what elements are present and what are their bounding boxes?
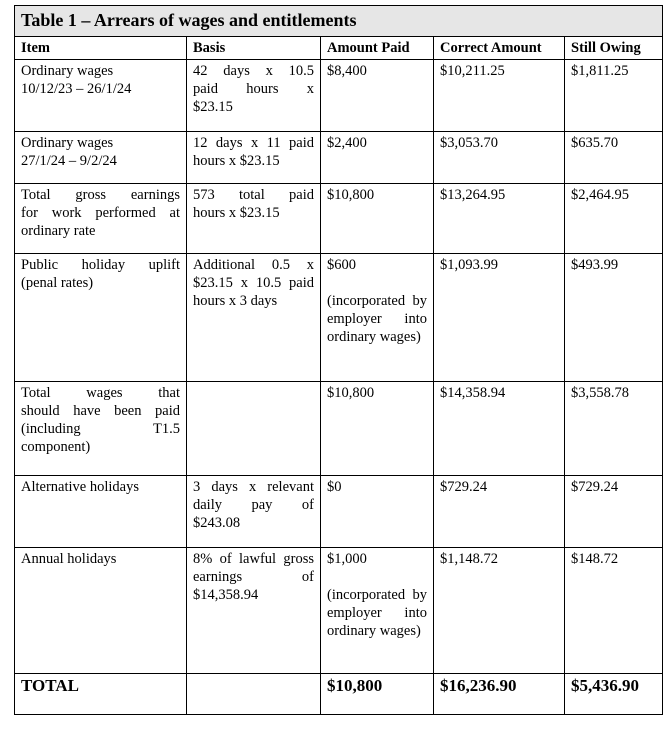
still-owing-cell: $729.24	[565, 476, 663, 548]
still-owing-cell: $3,558.78	[565, 382, 663, 476]
correct-amount-cell: $729.24	[434, 476, 565, 548]
cell-line: Additional 0.5 x	[193, 257, 314, 273]
still-owing-cell: $1,811.25	[565, 60, 663, 132]
amount-paid-cell	[321, 254, 434, 382]
still-owing-cell: $148.72	[565, 548, 663, 674]
basis-cell	[187, 60, 321, 132]
cell-line: (including T1.5	[21, 421, 180, 437]
correct-amount-cell: $1,093.99	[434, 254, 565, 382]
total-label: TOTAL	[15, 674, 187, 715]
amount-paid-value: $2,400	[327, 135, 367, 151]
amount-paid-value: $8,400	[327, 63, 367, 79]
table-row	[15, 60, 663, 132]
amount-paid-value: $10,800	[327, 385, 375, 401]
cell-line: $14,358.94	[193, 587, 259, 603]
amount-paid-value: $10,800	[327, 187, 375, 203]
cell-line: 42 days x 10.5	[193, 63, 314, 79]
cell-line: 10/12/23 – 26/1/24	[21, 81, 132, 97]
header-still-owing: Still Owing	[565, 37, 663, 60]
cell-line: 3 days x relevant	[193, 479, 314, 495]
amount-paid-cell	[321, 382, 434, 476]
table-title: Table 1 – Arrears of wages and entitlements	[15, 6, 663, 37]
total-still-owing: $5,436.90	[565, 674, 663, 715]
item-cell	[15, 382, 187, 476]
arrears-table-container	[14, 5, 662, 715]
total-correct-amount: $16,236.90	[434, 674, 565, 715]
total-basis-empty	[187, 674, 321, 715]
still-owing-cell: $635.70	[565, 132, 663, 184]
cell-line: Public holiday uplift	[21, 257, 180, 273]
amount-paid-cell	[321, 60, 434, 132]
table-row	[15, 382, 663, 476]
cell-line: 8% of lawful gross	[193, 551, 314, 567]
header-basis: Basis	[187, 37, 321, 60]
correct-amount-cell: $1,148.72	[434, 548, 565, 674]
basis-cell	[187, 382, 321, 476]
cell-line: for work performed at	[21, 205, 180, 221]
header-amount-paid: Amount Paid	[321, 37, 434, 60]
cell-line: component)	[21, 439, 91, 455]
table-row	[15, 254, 663, 382]
correct-amount-cell: $3,053.70	[434, 132, 565, 184]
header-item: Item	[15, 37, 187, 60]
amount-paid-value: $0	[327, 479, 342, 495]
cell-line: hours x 3 days	[193, 293, 278, 309]
basis-cell	[187, 132, 321, 184]
correct-amount-cell: $14,358.94	[434, 382, 565, 476]
cell-line: should have been paid	[21, 403, 180, 419]
correct-amount-cell: $13,264.95	[434, 184, 565, 254]
table-header-row	[15, 37, 663, 60]
total-row	[15, 674, 663, 715]
table-row	[15, 132, 663, 184]
amount-paid-cell	[321, 184, 434, 254]
cell-line: $243.08	[193, 515, 241, 531]
cell-line: Annual holidays	[21, 551, 117, 567]
cell-line: (penal rates)	[21, 275, 94, 291]
cell-line: 12 days x 11 paid	[193, 135, 314, 151]
table-row	[15, 476, 663, 548]
cell-line: Ordinary wages	[21, 135, 114, 151]
item-cell	[15, 548, 187, 674]
basis-cell	[187, 548, 321, 674]
basis-cell	[187, 476, 321, 548]
table-row	[15, 184, 663, 254]
cell-line: Ordinary wages	[21, 63, 114, 79]
cell-line: $23.15	[193, 99, 233, 115]
cell-line: hours x $23.15	[193, 205, 280, 221]
header-correct-amount: Correct Amount	[434, 37, 565, 60]
cell-line: hours x $23.15	[193, 153, 280, 169]
amount-paid-cell	[321, 548, 434, 674]
amount-paid-cell	[321, 476, 434, 548]
table-title-row	[15, 6, 663, 37]
table-row	[15, 548, 663, 674]
item-cell	[15, 254, 187, 382]
basis-cell	[187, 254, 321, 382]
amount-paid-cell	[321, 132, 434, 184]
cell-line: 27/1/24 – 9/2/24	[21, 153, 117, 169]
total-amount-paid: $10,800	[321, 674, 434, 715]
arrears-table	[14, 5, 663, 715]
cell-line: daily pay of	[193, 497, 314, 513]
cell-line: ordinary rate	[21, 223, 96, 239]
cell-line: Total wages that	[21, 385, 180, 401]
item-cell	[15, 132, 187, 184]
item-cell	[15, 184, 187, 254]
cell-line: 573 total paid	[193, 187, 314, 203]
item-cell	[15, 60, 187, 132]
cell-line: Alternative holidays	[21, 479, 139, 495]
basis-cell	[187, 184, 321, 254]
still-owing-cell: $493.99	[565, 254, 663, 382]
correct-amount-cell: $10,211.25	[434, 60, 565, 132]
amount-paid-value: $600	[327, 257, 356, 273]
amount-paid-note: (incorporated by employer into ordinary wages)	[327, 293, 427, 345]
amount-paid-value: $1,000	[327, 551, 367, 567]
cell-line: earnings of	[193, 569, 314, 585]
amount-paid-note: (incorporated by employer into ordinary wages)	[327, 587, 427, 639]
item-cell	[15, 476, 187, 548]
cell-line: $23.15 x 10.5 paid	[193, 275, 314, 291]
still-owing-cell: $2,464.95	[565, 184, 663, 254]
cell-line: Total gross earnings	[21, 187, 180, 203]
cell-line: paid hours x	[193, 81, 314, 97]
